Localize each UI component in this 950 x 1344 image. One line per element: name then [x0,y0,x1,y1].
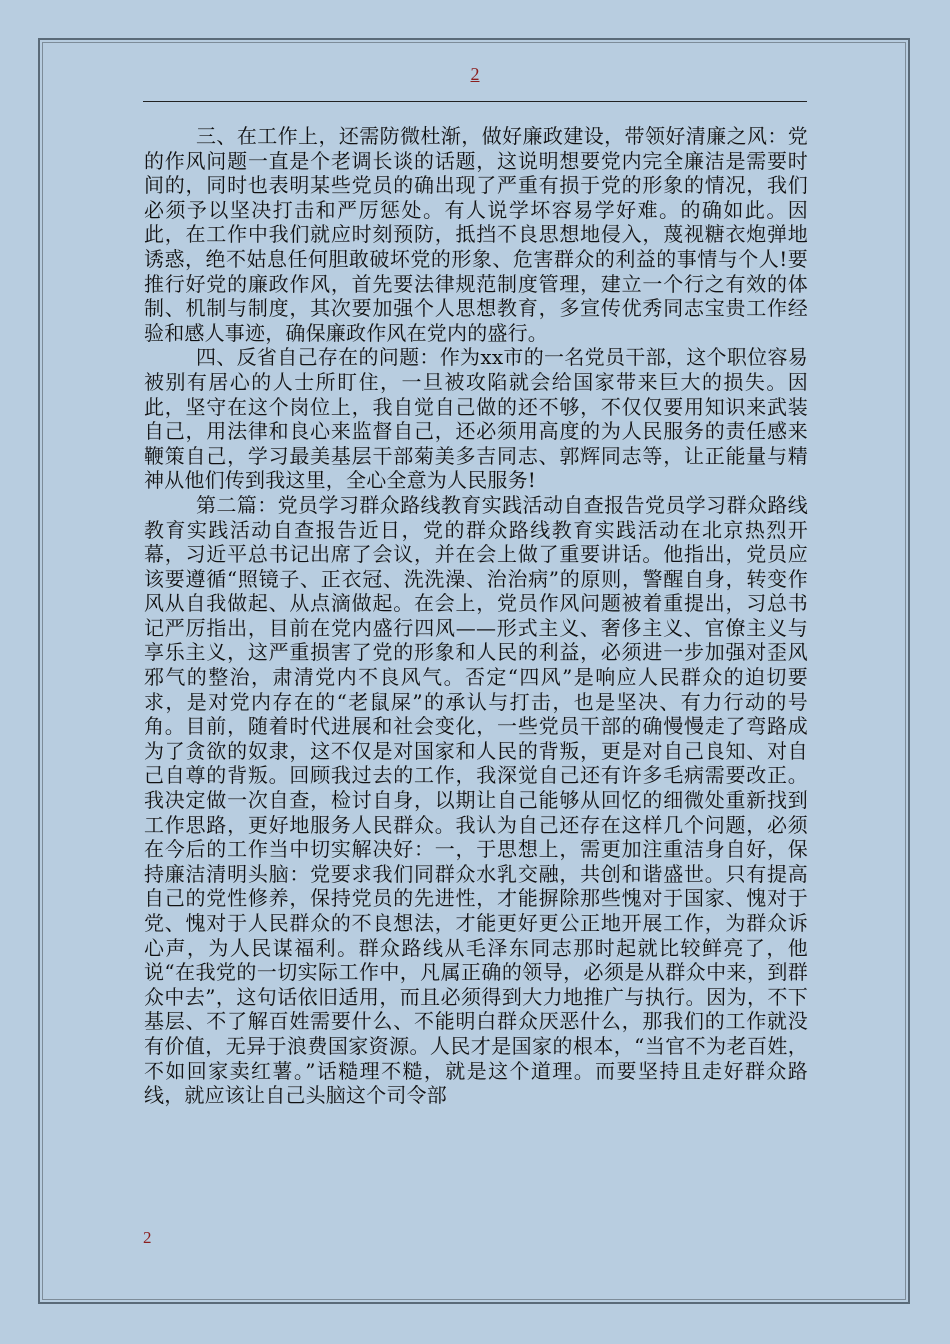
paragraph-part-two: 第二篇：党员学习群众路线教育实践活动自查报告党员学习群众路线教育实践活动自查报告近日，党的群众路线教育实践活动在北京热烈开幕，习近平总书记出席了会议，并在会上做了重要讲话。他指出，党员应该要遵循“照镜子、正衣冠、洗洗澡、治治病”的原则，警醒自身，转变作风从自我做起、从点滴做起。在会上，党员作风问题被着重提出，习总书记严厉指出，目前在党内盛行四风——形式主义、奢侈主义、官僚主义与享乐主义，这严重损害了党的形象和人民的利益，必须进一步加强对歪风邪气的整治，肃清党内不良风气。否定“四风”是响应人民群众的迫切要求，是对党内存在的“老鼠屎”的承认与打击，也是坚决、有力行动的号角。目前，随着时代进展和社会变化，一些党员干部的确慢慢走了弯路成为了贪欲的奴隶，这不仅是对国家和人民的背叛，更是对自己良知、对自己自尊的背叛。回顾我过去的工作，我深觉自己还有许多毛病需要改正。我决定做一次自查，检讨自身，以期让自己能够从回忆的细微处重新找到工作思路，更好地服务人民群众。我认为自己还存在这样几个问题，必须在今后的工作当中切实解决好：一，于思想上，需更加注重洁身自好，保持廉洁清明头脑：党要求我们同群众水乳交融，共创和谐盛世。只有提高自己的党性修养，保持党员的先进性，才能摒除那些愧对于国家、愧对于党、愧对于人民群众的不良想法，才能更好更公正地开展工作，为群众诉心声，为人民谋福利。群众路线从毛泽东同志那时起就比较鲜亮了，他说“在我党的一切实际工作中，凡属正确的领导，必须是从群众中来，到群众中去”，这句话依旧适用，而且必须得到大力地推广与执行。因为，不下基层、不了解百姓需要什么、不能明白群众厌恶什么，那我们的工作就没有价值，无异于浪费国家资源。人民才是国家的根本，“当官不为老百姓，不如回家卖红薯。”话糙理不糙，就是这个道理。而要坚持且走好群众路线，就应该让自己头脑这个司令部 [144,492,808,1108]
header-page-number-text: 2 [470,64,480,84]
header-page-number [0,64,950,85]
footer-page-number: 2 [143,1228,152,1247]
paragraph-section-three: 三、在工作上，还需防微杜渐，做好廉政建设，带领好清廉之风：党的作风问题一直是个老调长谈的话题，这说明想要党内完全廉洁是需要时间的，同时也表明某些党员的确出现了严重有损于党的形象的情况，我们必须予以坚决打击和严厉惩处。有人说学坏容易学好难。的确如此。因此，在工作中我们就应时刻预防，抵挡不良思想地侵入，蔑视糖衣炮弹地诱惑，绝不姑息任何胆敢破坏党的形象、危害群众的利益的事情与个人!要推行好党的廉政作风，首先要法律规范制度管理，建立一个行之有效的体制、机制与制度，其次要加强个人思想教育，多宣传优秀同志宝贵工作经验和感人事迹，确保廉政作风在党内的盛行。 [144,124,808,345]
header-divider [143,101,807,102]
paragraph-section-four: 四、反省自己存在的问题：作为xx市的一名党员干部，这个职位容易被别有居心的人士所盯住，一旦被攻陷就会给国家带来巨大的损失。因此，坚守在这个岗位上，我自觉自己做的还不够，不仅仅要用知识来武装自己，用法律和良心来监督自己，还必须用高度的为人民服务的责任感来鞭策自己，学习最美基层干部菊美多吉同志、郭辉同志等，让正能量与精神从他们传到我这里，全心全意为人民服务! [144,345,808,493]
document-body [144,124,808,1108]
